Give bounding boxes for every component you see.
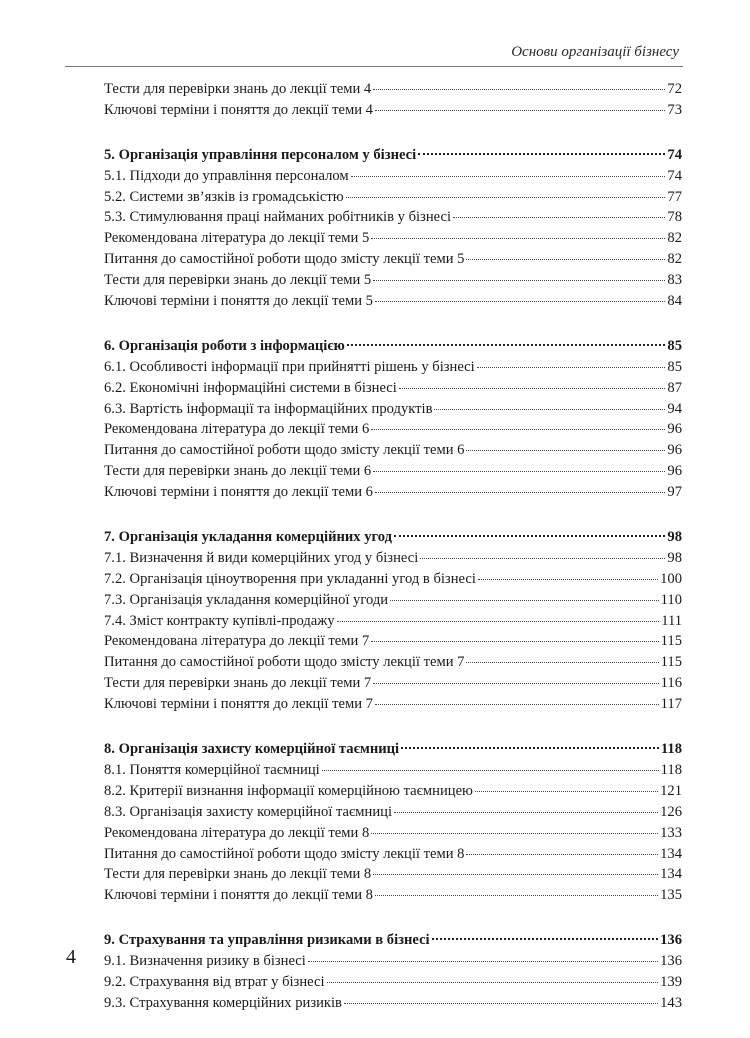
toc-entry-page: 74 [667, 167, 682, 184]
toc-entry[interactable] [104, 569, 682, 590]
dot-leader [466, 662, 658, 663]
toc-entry-title: 6.2. Економічні інформаційні системи в бізнесі [104, 379, 397, 396]
toc-entry-page: 134 [660, 845, 682, 862]
toc-entry[interactable] [104, 802, 682, 823]
toc-chapter-heading[interactable] [104, 527, 682, 548]
toc-entry-page: 136 [660, 953, 682, 970]
dot-leader [351, 176, 666, 177]
toc-entry[interactable] [104, 399, 682, 420]
toc-entry-title: Рекомендована література до лекції теми 5 [104, 230, 370, 247]
toc-entry[interactable] [104, 378, 682, 399]
toc-entry-title: Тести для перевірки знань до лекції теми 5 [104, 272, 372, 289]
dot-leader [346, 197, 666, 198]
toc-entry[interactable] [104, 291, 682, 312]
toc-entry-page: 118 [660, 761, 682, 778]
dot-leader [373, 280, 665, 281]
dot-leader [322, 770, 659, 771]
running-title: Основи організації бізнесу [511, 44, 679, 60]
toc-entry-page: 98 [667, 549, 682, 566]
toc-entry-page: 135 [660, 887, 682, 904]
toc-entry-title: 9.2. Страхування від втрат у бізнесі [104, 973, 325, 990]
toc-entry-title: Ключові терміни і поняття до лекції теми 5 [104, 293, 373, 310]
dot-leader [466, 259, 665, 260]
toc-entry[interactable] [104, 823, 682, 844]
toc-section [104, 527, 682, 715]
dot-leader [375, 110, 665, 111]
toc-entry-title: Ключові терміни і поняття до лекції теми 6 [104, 484, 373, 501]
dot-leader [347, 344, 666, 346]
toc-section [104, 930, 682, 1014]
toc-entry[interactable] [104, 187, 682, 208]
toc-entry[interactable] [104, 228, 682, 249]
toc-entry[interactable] [104, 844, 682, 865]
toc-entry-page: 115 [660, 654, 682, 671]
dot-leader [399, 388, 666, 389]
toc-entry-page: 72 [667, 81, 682, 97]
toc-entry[interactable] [104, 79, 682, 100]
toc-entry-page: 118 [660, 741, 682, 758]
toc-entry-page: 74 [667, 146, 682, 163]
toc-entry-page: 94 [667, 400, 682, 417]
toc-entry[interactable] [104, 631, 682, 652]
toc-chapter-heading[interactable] [104, 336, 682, 357]
dot-leader [371, 641, 658, 642]
dot-leader [420, 558, 665, 559]
toc-entry[interactable] [104, 482, 682, 503]
toc-entry[interactable] [104, 673, 682, 694]
toc-entry-page: 96 [667, 463, 682, 480]
toc-entry-title: 8.3. Організація захисту комерційної таємниці [104, 803, 393, 820]
dot-leader [453, 217, 665, 218]
dot-leader [390, 600, 659, 601]
toc-chapter-heading[interactable] [104, 145, 682, 166]
toc-entry-title: 8. Організація захисту комерційної таємниці [104, 741, 400, 758]
header-rule [65, 66, 683, 67]
toc-entry-page: 100 [660, 570, 682, 587]
toc-entry-title: 7.4. Зміст контракту купівлі-продажу [104, 612, 335, 629]
dot-leader [401, 747, 659, 749]
dot-leader [434, 409, 665, 410]
toc-entry-page: 116 [660, 675, 682, 692]
toc-entry-page: 126 [660, 803, 682, 820]
toc-entry-title: 8.1. Поняття комерційної таємниці [104, 761, 320, 778]
toc-entry-title: 6.1. Особливості інформації при прийнятті рішень у бізнесі [104, 358, 475, 375]
toc-entry-page: 121 [660, 782, 682, 799]
toc-entry-title: Рекомендована література до лекції теми 8 [104, 824, 370, 841]
toc-entry[interactable] [104, 419, 682, 440]
toc-entry-title: 8.2. Критерії визнання інформації комерційною таємницею [104, 782, 473, 799]
toc-entry-title: Рекомендована література до лекції теми 7 [104, 633, 370, 650]
dot-leader [373, 874, 658, 875]
toc-section [104, 79, 682, 121]
toc-entry-page: 98 [667, 529, 682, 546]
toc-entry-title: Тести для перевірки знань до лекції теми 8 [104, 866, 372, 883]
toc-entry-title: 7.2. Організація ціноутворення при укладанні угод в бізнесі [104, 570, 476, 587]
toc-entry-page: 73 [667, 101, 682, 118]
toc-section [104, 145, 682, 312]
toc-entry-page: 87 [667, 379, 682, 396]
toc-entry-title: Питання до самостійної роботи щодо змісту лекції теми 8 [104, 845, 465, 862]
toc-entry-page: 78 [667, 209, 682, 226]
toc-entry-page: 117 [660, 696, 682, 713]
toc-entry-title: Ключові терміни і поняття до лекції теми 7 [104, 696, 373, 713]
toc-section [104, 336, 682, 503]
toc-entry-title: 5.2. Системи зв’язків із громадськістю [104, 188, 344, 205]
dot-leader [432, 938, 659, 940]
dot-leader [466, 450, 665, 451]
toc-entry-page: 85 [667, 337, 682, 354]
dot-leader [394, 535, 665, 537]
toc-entry-title: 5.3. Стимулювання праці найманих робітників у бізнесі [104, 209, 452, 226]
page-number: 4 [66, 946, 76, 968]
toc-entry[interactable] [104, 461, 682, 482]
toc-entry-title: 5. Організація управління персоналом у бізнесі [104, 146, 417, 163]
toc-entry[interactable] [104, 270, 682, 291]
toc-entry-title: 9.1. Визначення ризику в бізнесі [104, 953, 306, 970]
toc-entry[interactable] [104, 652, 682, 673]
toc-chapter-heading[interactable] [104, 930, 682, 951]
toc-entry-title: 9. Страхування та управління ризиками в бізнесі [104, 932, 430, 949]
toc-entry-page: 111 [661, 612, 682, 629]
toc-entry-title: Рекомендована література до лекції теми 6 [104, 421, 370, 438]
toc-entry-page: 84 [667, 293, 682, 310]
toc-entry-page: 134 [660, 866, 682, 883]
toc-entry-title: Тести для перевірки знань до лекції теми 4 [104, 81, 372, 97]
toc-entry[interactable] [104, 440, 682, 461]
toc-entry[interactable] [104, 207, 682, 228]
dot-leader [375, 704, 659, 705]
dot-leader [375, 492, 665, 493]
toc-entry-page: 115 [660, 633, 682, 650]
toc-entry[interactable] [104, 100, 682, 121]
toc-entry-title: 7.3. Організація укладання комерційної угоди [104, 591, 389, 608]
toc-entry[interactable] [104, 781, 682, 802]
toc-entry-title: 6. Організація роботи з інформацією [104, 337, 345, 354]
toc-entry-page: 139 [660, 973, 682, 990]
dot-leader [477, 367, 666, 368]
toc-entry-page: 83 [667, 272, 682, 289]
toc-entry-page: 77 [667, 188, 682, 205]
dot-leader [373, 89, 665, 90]
toc-entry[interactable] [104, 885, 682, 906]
dot-leader [308, 961, 658, 962]
dot-leader [373, 471, 665, 472]
dot-leader [375, 895, 658, 896]
dot-leader [371, 833, 658, 834]
dot-leader [466, 854, 658, 855]
toc-entry-page: 82 [667, 251, 682, 268]
dot-leader [337, 621, 660, 622]
toc-entry-page: 82 [667, 230, 682, 247]
toc-entry-title: 5.1. Підходи до управління персоналом [104, 167, 349, 184]
dot-leader [475, 791, 658, 792]
toc-entry-title: 7.1. Визначення й види комерційних угод у бізнесі [104, 549, 419, 566]
toc-entry-page: 143 [660, 994, 682, 1011]
toc-entry-title: Тести для перевірки знань до лекції теми 7 [104, 675, 372, 692]
dot-leader [327, 982, 659, 983]
toc-entry-page: 136 [660, 932, 682, 949]
toc-entry[interactable] [104, 590, 682, 611]
toc-entry-page: 85 [667, 358, 682, 375]
toc-entry[interactable] [104, 993, 682, 1014]
toc-entry[interactable] [104, 760, 682, 781]
dot-leader [418, 153, 665, 155]
toc-entry-page: 133 [660, 824, 682, 841]
table-of-contents [104, 79, 682, 1038]
toc-chapter-heading[interactable] [104, 739, 682, 760]
toc-entry[interactable] [104, 951, 682, 972]
toc-entry-title: Тести для перевірки знань до лекції теми 6 [104, 463, 372, 480]
toc-entry[interactable] [104, 611, 682, 632]
dot-leader [371, 238, 665, 239]
dot-leader [375, 301, 665, 302]
toc-entry[interactable] [104, 166, 682, 187]
toc-entry[interactable] [104, 357, 682, 378]
toc-entry-title: Питання до самостійної роботи щодо змісту лекції теми 7 [104, 654, 465, 671]
toc-entry[interactable] [104, 972, 682, 993]
dot-leader [371, 429, 665, 430]
toc-entry-page: 96 [667, 442, 682, 459]
toc-section [104, 739, 682, 906]
toc-entry[interactable] [104, 864, 682, 885]
dot-leader [373, 683, 658, 684]
toc-entry-title: Питання до самостійної роботи щодо змісту лекції теми 5 [104, 251, 465, 268]
toc-entry-title: 9.3. Страхування комерційних ризиків [104, 994, 342, 1011]
toc-entry[interactable] [104, 249, 682, 270]
toc-entry-title: 7. Організація укладання комерційних угод [104, 529, 393, 546]
toc-entry[interactable] [104, 694, 682, 715]
toc-entry-page: 96 [667, 421, 682, 438]
toc-entry-title: Ключові терміни і поняття до лекції теми 4 [104, 101, 373, 118]
toc-entry-title: Питання до самостійної роботи щодо змісту лекції теми 6 [104, 442, 465, 459]
dot-leader [394, 812, 658, 813]
toc-entry-title: Ключові терміни і поняття до лекції теми 8 [104, 887, 373, 904]
toc-entry-title: 6.3. Вартість інформації та інформаційних продуктів [104, 400, 433, 417]
toc-entry[interactable] [104, 548, 682, 569]
toc-entry-page: 110 [660, 591, 682, 608]
dot-leader [478, 579, 658, 580]
toc-entry-page: 97 [667, 484, 682, 501]
